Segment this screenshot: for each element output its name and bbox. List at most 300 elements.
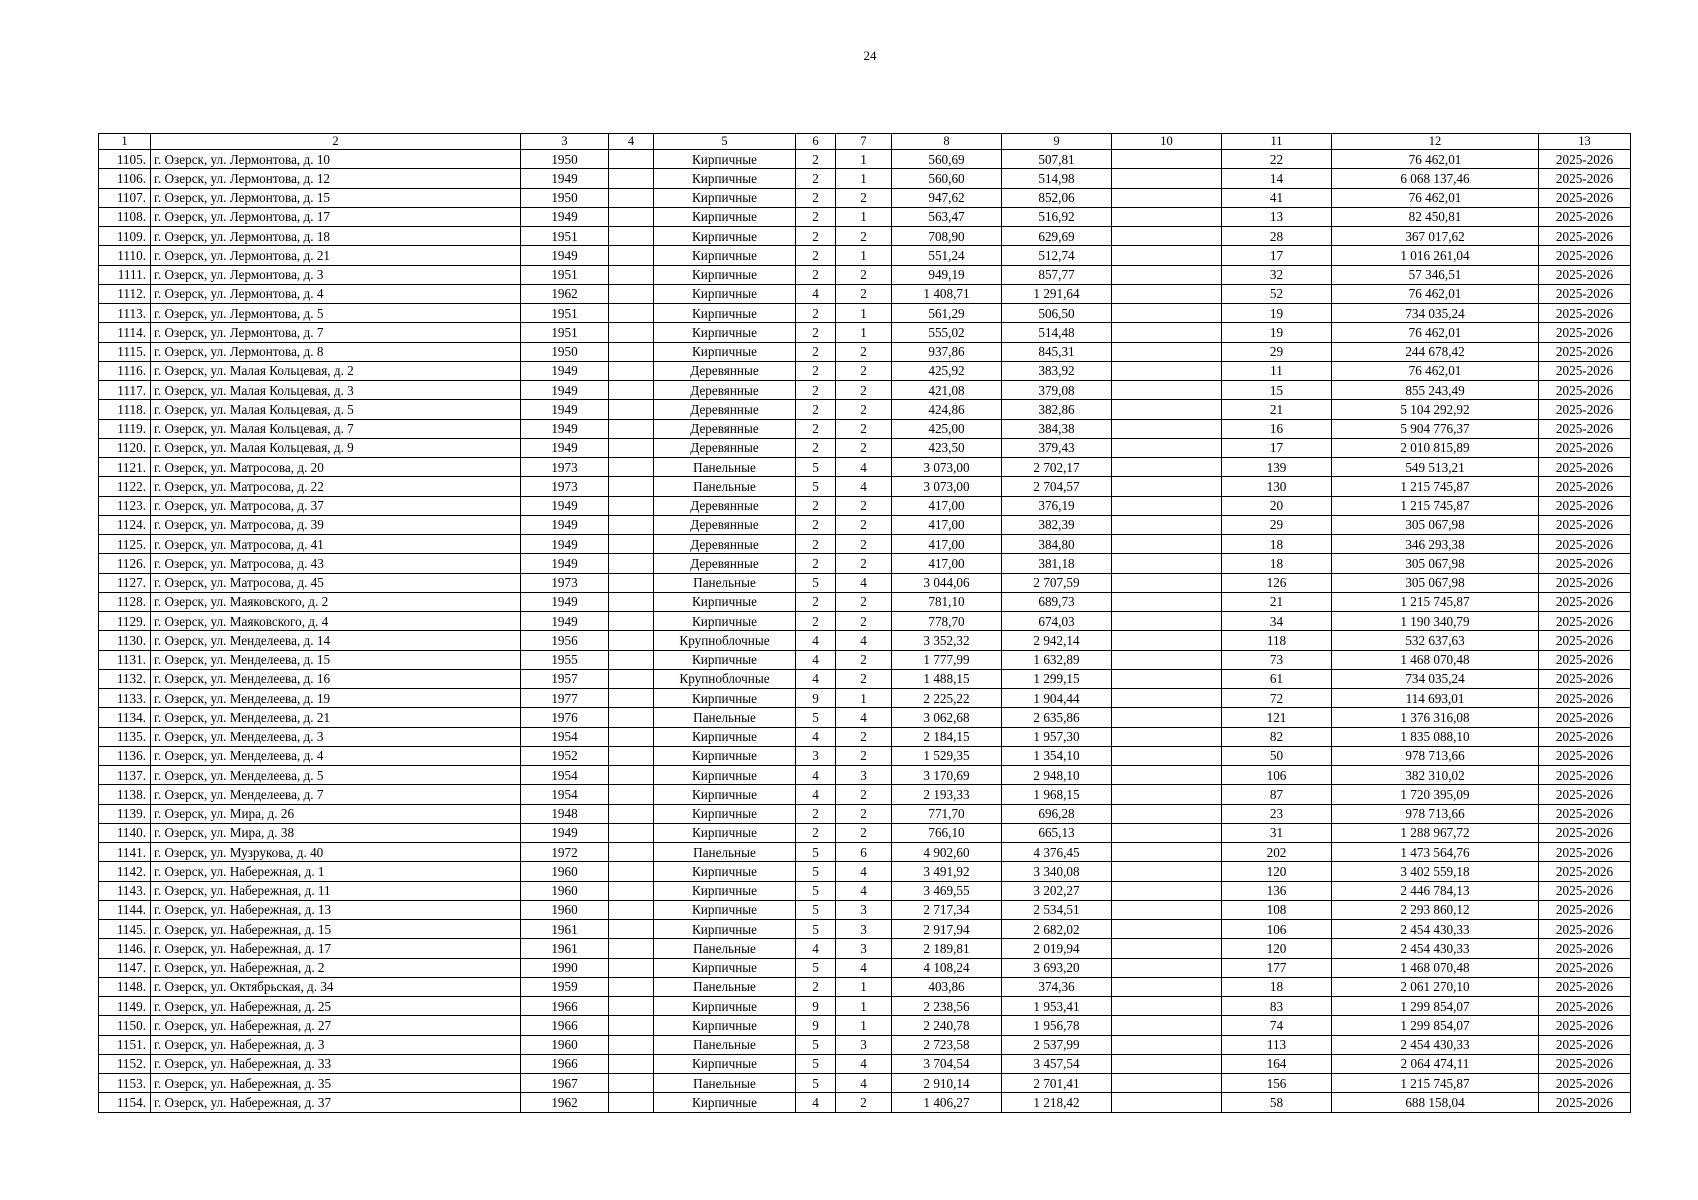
table-cell: 16 [1222, 419, 1332, 438]
table-cell: 19 [1222, 304, 1332, 323]
table-cell: 379,43 [1002, 438, 1112, 457]
table-cell: 2 537,99 [1002, 1035, 1112, 1054]
table-cell: 2025-2026 [1539, 361, 1631, 380]
table-cell [1112, 342, 1222, 361]
table-cell [1112, 438, 1222, 457]
table-cell: 2 [796, 150, 836, 169]
table-cell: 2025-2026 [1539, 1035, 1631, 1054]
table-cell: 2 [796, 612, 836, 631]
table-cell [1112, 227, 1222, 246]
table-cell [609, 342, 654, 361]
table-cell: 2 [836, 669, 892, 688]
table-cell [609, 1074, 654, 1093]
table-cell: 2025-2026 [1539, 727, 1631, 746]
table-cell: 1 529,35 [892, 746, 1002, 765]
table-cell: 52 [1222, 284, 1332, 303]
table-cell: 2 [836, 400, 892, 419]
table-cell: 1 354,10 [1002, 746, 1112, 765]
table-cell: 4 [836, 1074, 892, 1093]
table-cell: 5 [796, 843, 836, 862]
table-cell: 2 [836, 265, 892, 284]
table-cell [609, 169, 654, 188]
table-cell: 15 [1222, 381, 1332, 400]
table-cell [609, 188, 654, 207]
table-cell: 1949 [521, 400, 609, 419]
table-cell: Кирпичные [654, 612, 796, 631]
table-cell [609, 554, 654, 573]
table-cell: 2 [836, 515, 892, 534]
table-cell [1112, 419, 1222, 438]
table-cell: 665,13 [1002, 823, 1112, 842]
table-cell: 2025-2026 [1539, 592, 1631, 611]
table-cell: 2 [836, 342, 892, 361]
table-cell: 2025-2026 [1539, 612, 1631, 631]
table-cell: 21 [1222, 400, 1332, 419]
table-row [99, 284, 1631, 303]
table-cell [609, 227, 654, 246]
table-row [99, 592, 1631, 611]
table-cell: Кирпичные [654, 689, 796, 708]
table-cell [609, 785, 654, 804]
table-cell: 2 225,22 [892, 689, 1002, 708]
table-cell: 13 [1222, 207, 1332, 226]
table-row [99, 1035, 1631, 1054]
table-cell [609, 939, 654, 958]
table-cell: 3 491,92 [892, 862, 1002, 881]
table-cell: Панельные [654, 573, 796, 592]
table-row [99, 246, 1631, 265]
table-cell: 514,98 [1002, 169, 1112, 188]
table-cell: 41 [1222, 188, 1332, 207]
table-cell: 1143. [99, 881, 151, 900]
table-cell: 2025-2026 [1539, 496, 1631, 515]
table-cell: Крупноблочные [654, 669, 796, 688]
table-cell: 2025-2026 [1539, 554, 1631, 573]
table-cell [1112, 727, 1222, 746]
table-cell: 1960 [521, 1035, 609, 1054]
table-cell: Кирпичные [654, 862, 796, 881]
table-cell [609, 150, 654, 169]
table-cell: 1966 [521, 1054, 609, 1073]
table-cell: 2 [836, 650, 892, 669]
table-cell: г. Озерск, ул. Менделеева, д. 16 [151, 669, 521, 688]
table-cell: г. Озерск, ул. Лермонтова, д. 15 [151, 188, 521, 207]
table-cell: 514,48 [1002, 323, 1112, 342]
table-cell [1112, 804, 1222, 823]
table-cell: 1 218,42 [1002, 1093, 1112, 1112]
table-cell: 2025-2026 [1539, 535, 1631, 554]
table-cell: г. Озерск, ул. Матросова, д. 43 [151, 554, 521, 573]
table-cell: 937,86 [892, 342, 1002, 361]
table-cell: 17 [1222, 246, 1332, 265]
table-cell [1112, 823, 1222, 842]
table-row [99, 227, 1631, 246]
table-cell [1112, 246, 1222, 265]
table-cell [609, 477, 654, 496]
table-cell [1112, 188, 1222, 207]
table-row [99, 419, 1631, 438]
table-cell [1112, 207, 1222, 226]
table-cell: Кирпичные [654, 958, 796, 977]
table-cell [609, 592, 654, 611]
table-cell: 384,38 [1002, 419, 1112, 438]
table-cell: г. Озерск, ул. Лермонтова, д. 21 [151, 246, 521, 265]
table-cell: 2025-2026 [1539, 804, 1631, 823]
table-row [99, 785, 1631, 804]
table-cell: г. Озерск, ул. Октябрьская, д. 34 [151, 977, 521, 996]
table-cell: 2 [796, 515, 836, 534]
table-cell: 2 717,34 [892, 900, 1002, 919]
table-cell: 1951 [521, 304, 609, 323]
table-cell: г. Озерск, ул. Лермонтова, д. 8 [151, 342, 521, 361]
table-cell: 1 406,27 [892, 1093, 1002, 1112]
table-cell: 1949 [521, 496, 609, 515]
table-cell: 82 450,81 [1332, 207, 1539, 226]
table-cell: 2025-2026 [1539, 573, 1631, 592]
table-cell [609, 361, 654, 380]
table-cell: 50 [1222, 746, 1332, 765]
table-cell [1112, 766, 1222, 785]
table-cell: 629,69 [1002, 227, 1112, 246]
table-cell: 5 [796, 458, 836, 477]
table-row [99, 920, 1631, 939]
table-cell [1112, 323, 1222, 342]
table-row [99, 1074, 1631, 1093]
table-cell: 139 [1222, 458, 1332, 477]
table-cell: 1111. [99, 265, 151, 284]
table-cell: Деревянные [654, 381, 796, 400]
table-cell: 382,86 [1002, 400, 1112, 419]
table-cell: 2025-2026 [1539, 515, 1631, 534]
table-cell [1112, 939, 1222, 958]
table-cell: 76 462,01 [1332, 323, 1539, 342]
table-cell: 2 [796, 804, 836, 823]
table-cell [609, 977, 654, 996]
table-cell: г. Озерск, ул. Лермонтова, д. 3 [151, 265, 521, 284]
table-cell [609, 843, 654, 862]
table-cell: 1976 [521, 708, 609, 727]
table-cell: 2025-2026 [1539, 342, 1631, 361]
table-cell [609, 631, 654, 650]
table-cell: 425,00 [892, 419, 1002, 438]
table-cell: 1948 [521, 804, 609, 823]
table-cell: 1954 [521, 766, 609, 785]
table-cell: Деревянные [654, 419, 796, 438]
table-cell: г. Озерск, ул. Набережная, д. 25 [151, 997, 521, 1016]
table-cell: 3 [796, 746, 836, 765]
table-cell: 21 [1222, 592, 1332, 611]
table-cell [1112, 612, 1222, 631]
column-header: 8 [892, 134, 1002, 150]
table-cell: 1961 [521, 920, 609, 939]
table-cell: г. Озерск, ул. Малая Кольцевая, д. 3 [151, 381, 521, 400]
table-cell [1112, 977, 1222, 996]
table-cell: г. Озерск, ул. Менделеева, д. 15 [151, 650, 521, 669]
table-cell: Кирпичные [654, 150, 796, 169]
table-cell: 2 [796, 246, 836, 265]
table-cell: 1949 [521, 592, 609, 611]
table-cell: 5 [796, 573, 836, 592]
table-cell: 2025-2026 [1539, 304, 1631, 323]
table-row [99, 169, 1631, 188]
table-cell: 688 158,04 [1332, 1093, 1539, 1112]
table-cell: 1151. [99, 1035, 151, 1054]
table-cell: 4 [796, 939, 836, 958]
table-cell: 1129. [99, 612, 151, 631]
table-row [99, 573, 1631, 592]
table-cell: 2 [836, 419, 892, 438]
table-row [99, 727, 1631, 746]
table-cell: 1990 [521, 958, 609, 977]
table-cell [609, 284, 654, 303]
table-cell: 516,92 [1002, 207, 1112, 226]
table-cell: 1960 [521, 862, 609, 881]
table-cell: Деревянные [654, 438, 796, 457]
table-cell: 367 017,62 [1332, 227, 1539, 246]
table-cell: 1 [836, 689, 892, 708]
table-row [99, 1016, 1631, 1035]
table-cell: 1154. [99, 1093, 151, 1112]
table-cell: 857,77 [1002, 265, 1112, 284]
table-cell: Кирпичные [654, 1093, 796, 1112]
table-cell: 29 [1222, 515, 1332, 534]
table-cell: 1 [836, 977, 892, 996]
table-cell [609, 1035, 654, 1054]
table-cell: 1116. [99, 361, 151, 380]
table-cell: 2 [836, 438, 892, 457]
table-cell: 1146. [99, 939, 151, 958]
table-row [99, 766, 1631, 785]
table-cell [609, 920, 654, 939]
table-cell: 6 068 137,46 [1332, 169, 1539, 188]
table-cell [609, 323, 654, 342]
table-cell: 2 702,17 [1002, 458, 1112, 477]
table-cell: Панельные [654, 1035, 796, 1054]
table-cell [1112, 746, 1222, 765]
table-cell: 1142. [99, 862, 151, 881]
table-cell: г. Озерск, ул. Лермонтова, д. 5 [151, 304, 521, 323]
table-cell: 82 [1222, 727, 1332, 746]
table-cell: 121 [1222, 708, 1332, 727]
table-cell: 4 [836, 458, 892, 477]
table-cell: 1 473 564,76 [1332, 843, 1539, 862]
table-cell: г. Озерск, ул. Набережная, д. 3 [151, 1035, 521, 1054]
table-cell: 2025-2026 [1539, 438, 1631, 457]
table-cell: 18 [1222, 977, 1332, 996]
table-cell: 5 [796, 708, 836, 727]
table-cell: 2 238,56 [892, 997, 1002, 1016]
table-cell: Крупноблочные [654, 631, 796, 650]
table-cell [1112, 1035, 1222, 1054]
table-cell [1112, 862, 1222, 881]
table-cell: 1128. [99, 592, 151, 611]
table-cell: 2 [836, 496, 892, 515]
table-row [99, 265, 1631, 284]
table-cell: 425,92 [892, 361, 1002, 380]
table-cell: 2025-2026 [1539, 977, 1631, 996]
table-cell [609, 1093, 654, 1112]
table-cell: 2 193,33 [892, 785, 1002, 804]
table-cell: 2 061 270,10 [1332, 977, 1539, 996]
table-cell: 108 [1222, 900, 1332, 919]
table-cell: 2025-2026 [1539, 823, 1631, 842]
table-cell: 4 108,24 [892, 958, 1002, 977]
table-cell: 4 [836, 958, 892, 977]
table-cell: 3 693,20 [1002, 958, 1112, 977]
table-cell [609, 900, 654, 919]
table-cell: 1106. [99, 169, 151, 188]
table-cell [609, 669, 654, 688]
table-cell [609, 1016, 654, 1035]
table-cell: 106 [1222, 766, 1332, 785]
column-header: 3 [521, 134, 609, 150]
table-cell: 1141. [99, 843, 151, 862]
table-cell: 2 010 815,89 [1332, 438, 1539, 457]
table-cell: 1954 [521, 785, 609, 804]
table-cell: Деревянные [654, 554, 796, 573]
table-cell: 2 [796, 169, 836, 188]
table-cell [609, 612, 654, 631]
column-header: 5 [654, 134, 796, 150]
table-cell: 689,73 [1002, 592, 1112, 611]
table-cell: 708,90 [892, 227, 1002, 246]
table-cell: Кирпичные [654, 1054, 796, 1073]
table-cell [609, 727, 654, 746]
table-cell: г. Озерск, ул. Набережная, д. 15 [151, 920, 521, 939]
table-cell [1112, 496, 1222, 515]
table-cell: Кирпичные [654, 804, 796, 823]
table-cell: 4 [836, 477, 892, 496]
table-cell [609, 304, 654, 323]
table-row [99, 650, 1631, 669]
table-cell: 2025-2026 [1539, 1054, 1631, 1073]
table-row [99, 554, 1631, 573]
table-cell: 305 067,98 [1332, 515, 1539, 534]
column-header: 13 [1539, 134, 1631, 150]
table-cell [609, 458, 654, 477]
table-cell: г. Озерск, ул. Лермонтова, д. 12 [151, 169, 521, 188]
table-cell [609, 535, 654, 554]
housing-registry-table [98, 133, 1631, 1113]
table-cell: 31 [1222, 823, 1332, 842]
table-cell: 1121. [99, 458, 151, 477]
table-cell [609, 823, 654, 842]
table-cell [1112, 592, 1222, 611]
table-cell: 1959 [521, 977, 609, 996]
table-row [99, 939, 1631, 958]
table-cell: 2025-2026 [1539, 862, 1631, 881]
table-cell: 3 [836, 920, 892, 939]
table-cell: 2025-2026 [1539, 323, 1631, 342]
table-cell: г. Озерск, ул. Малая Кольцевая, д. 2 [151, 361, 521, 380]
table-cell: 1 [836, 997, 892, 1016]
table-cell: 2 [836, 554, 892, 573]
table-cell: Панельные [654, 843, 796, 862]
table-cell: 1949 [521, 612, 609, 631]
table-cell: 3 340,08 [1002, 862, 1112, 881]
table-cell: 2 446 784,13 [1332, 881, 1539, 900]
table-cell: 19 [1222, 323, 1332, 342]
table-cell [1112, 843, 1222, 862]
table-cell: 2 948,10 [1002, 766, 1112, 785]
table-cell: 5 [796, 1074, 836, 1093]
table-cell: 1150. [99, 1016, 151, 1035]
table-cell [1112, 1074, 1222, 1093]
table-cell: 5 [796, 1054, 836, 1073]
column-header: 10 [1112, 134, 1222, 150]
table-cell: г. Озерск, ул. Набережная, д. 33 [151, 1054, 521, 1073]
table-cell: 18 [1222, 554, 1332, 573]
table-cell: г. Озерск, ул. Маяковского, д. 2 [151, 592, 521, 611]
table-cell: 766,10 [892, 823, 1002, 842]
table-cell: 2 635,86 [1002, 708, 1112, 727]
table-cell: 5 [796, 1035, 836, 1054]
table-cell: 1 016 261,04 [1332, 246, 1539, 265]
table-cell: 83 [1222, 997, 1332, 1016]
table-row [99, 381, 1631, 400]
table-cell: 1138. [99, 785, 151, 804]
table-cell [1112, 1093, 1222, 1112]
table-cell: 383,92 [1002, 361, 1112, 380]
table-cell: 376,19 [1002, 496, 1112, 515]
table-cell: 244 678,42 [1332, 342, 1539, 361]
table-cell: г. Озерск, ул. Менделеева, д. 7 [151, 785, 521, 804]
table-cell: 2 [796, 592, 836, 611]
table-cell: г. Озерск, ул. Малая Кольцевая, д. 5 [151, 400, 521, 419]
table-cell: 1966 [521, 1016, 609, 1035]
table-cell: 1135. [99, 727, 151, 746]
table-cell: 1105. [99, 150, 151, 169]
table-cell: 1140. [99, 823, 151, 842]
table-cell: 1 956,78 [1002, 1016, 1112, 1035]
table-cell: 2025-2026 [1539, 650, 1631, 669]
table-cell: 374,36 [1002, 977, 1112, 996]
column-header: 7 [836, 134, 892, 150]
table-cell: 2025-2026 [1539, 1093, 1631, 1112]
table-cell: 1951 [521, 265, 609, 284]
table-cell: 2 [836, 227, 892, 246]
table-cell [1112, 669, 1222, 688]
table-cell: 87 [1222, 785, 1332, 804]
table-cell: г. Озерск, ул. Матросова, д. 20 [151, 458, 521, 477]
table-cell [1112, 708, 1222, 727]
column-header: 4 [609, 134, 654, 150]
table-cell: 2025-2026 [1539, 920, 1631, 939]
table-cell: 1 299 854,07 [1332, 1016, 1539, 1035]
table-cell: 4 [796, 669, 836, 688]
table-cell: 305 067,98 [1332, 554, 1539, 573]
table-cell: 1153. [99, 1074, 151, 1093]
table-cell: 2 [836, 785, 892, 804]
table-cell: 120 [1222, 939, 1332, 958]
table-cell: 2025-2026 [1539, 1016, 1631, 1035]
table-cell: 734 035,24 [1332, 669, 1539, 688]
column-header: 11 [1222, 134, 1332, 150]
table-row [99, 188, 1631, 207]
table-cell: 2025-2026 [1539, 631, 1631, 650]
table-row [99, 515, 1631, 534]
table-cell: 11 [1222, 361, 1332, 380]
table-row [99, 900, 1631, 919]
table-cell: 1127. [99, 573, 151, 592]
table-cell: 136 [1222, 881, 1332, 900]
table-row [99, 207, 1631, 226]
table-cell [1112, 900, 1222, 919]
table-cell: 3 044,06 [892, 573, 1002, 592]
table-cell [1112, 958, 1222, 977]
table-cell: 417,00 [892, 554, 1002, 573]
table-cell [1112, 361, 1222, 380]
